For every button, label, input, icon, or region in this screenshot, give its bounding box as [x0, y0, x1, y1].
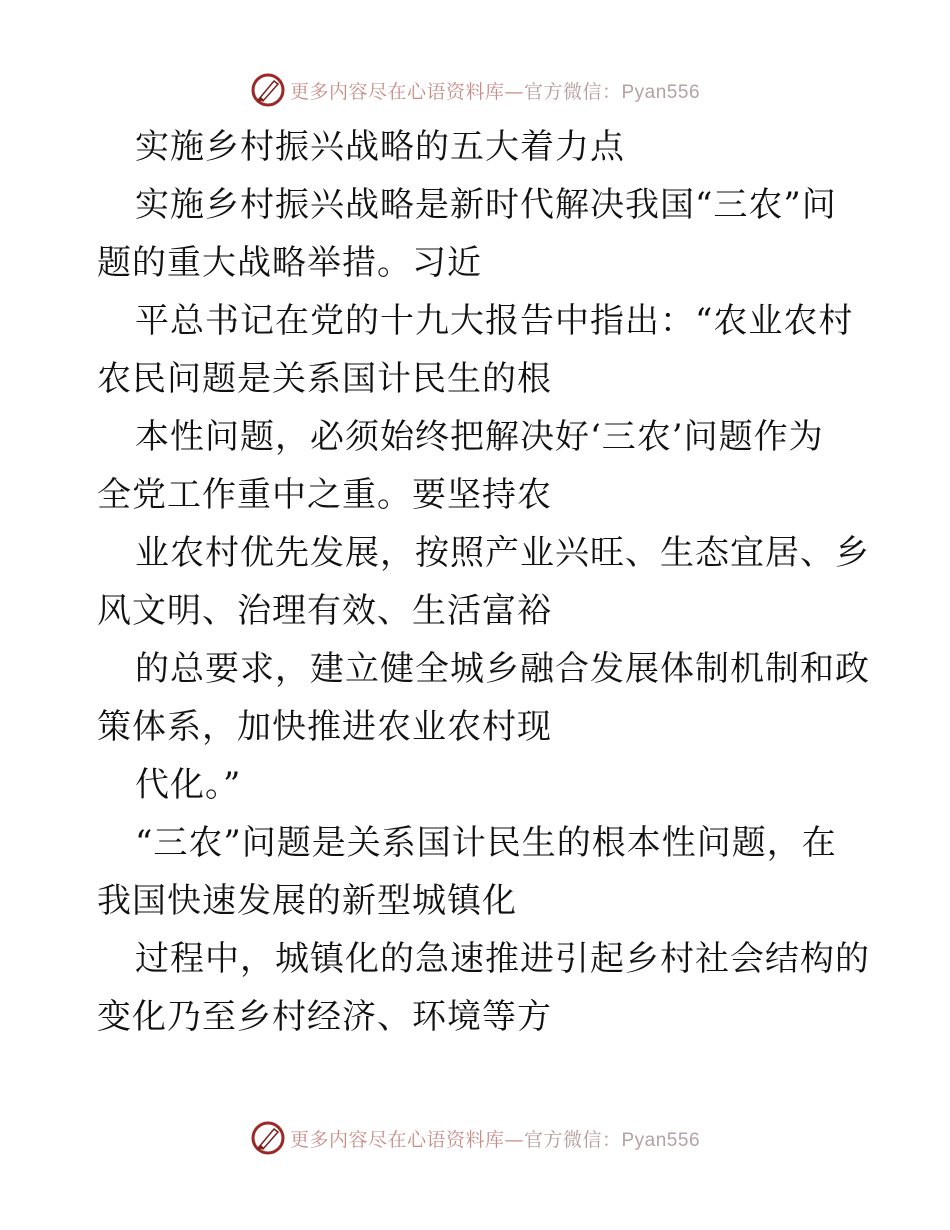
- header-banner-content: [250, 72, 700, 108]
- quill-logo-icon: [250, 1120, 286, 1156]
- header-banner-text: [290, 77, 700, 104]
- document-body: [97, 118, 870, 1046]
- footer-wechat-id: Pyan556: [621, 1129, 701, 1151]
- text-line: 本性问题，必须始终把解决好‘三农’问题作为: [135, 417, 824, 457]
- text-line: 业农村优先发展，按照产业兴旺、生态宜居、乡: [135, 533, 870, 573]
- footer-banner: [0, 1118, 950, 1158]
- text-line: 实施乡村振兴战略是新时代解决我国“三农”问: [135, 185, 837, 225]
- text-line: “三农”问题是关系国计民生的根本性问题，在: [135, 823, 837, 863]
- header-banner: [0, 70, 950, 110]
- text-line: 代化。”: [135, 765, 242, 805]
- header-separator: —: [504, 80, 524, 103]
- text-line: 的总要求，建立健全城乡融合发展体制机制和政: [135, 649, 870, 689]
- text-line: 变化乃至乡村经济、环境等方: [97, 997, 552, 1037]
- footer-banner-text: [290, 1125, 700, 1152]
- text-line: 平总书记在党的十九大报告中指出：“农业农村: [135, 301, 854, 341]
- footer-banner-content: [250, 1120, 700, 1156]
- text-line: 全党工作重中之重。要坚持农: [97, 475, 552, 515]
- footer-separator: —: [504, 1128, 524, 1151]
- quill-logo-icon: [250, 72, 286, 108]
- header-wechat-label: 官方微信：: [523, 80, 622, 103]
- text-line: 过程中，城镇化的急速推进引起乡村社会结构的: [135, 939, 870, 979]
- text-line: 我国快速发展的新型城镇化: [97, 881, 517, 921]
- header-site-name: 更多内容尽在心语资料库: [289, 80, 505, 103]
- header-wechat-id: Pyan556: [621, 81, 701, 103]
- footer-site-name: 更多内容尽在心语资料库: [289, 1128, 505, 1151]
- text-line: 策体系，加快推进农业农村现: [97, 707, 552, 747]
- document-title: 实施乡村振兴战略的五大着力点: [135, 127, 625, 167]
- text-line: 农民问题是关系国计民生的根: [97, 359, 552, 399]
- text-line: 风文明、治理有效、生活富裕: [97, 591, 552, 631]
- text-line: 题的重大战略举措。习近: [97, 243, 482, 283]
- footer-wechat-label: 官方微信：: [523, 1128, 622, 1151]
